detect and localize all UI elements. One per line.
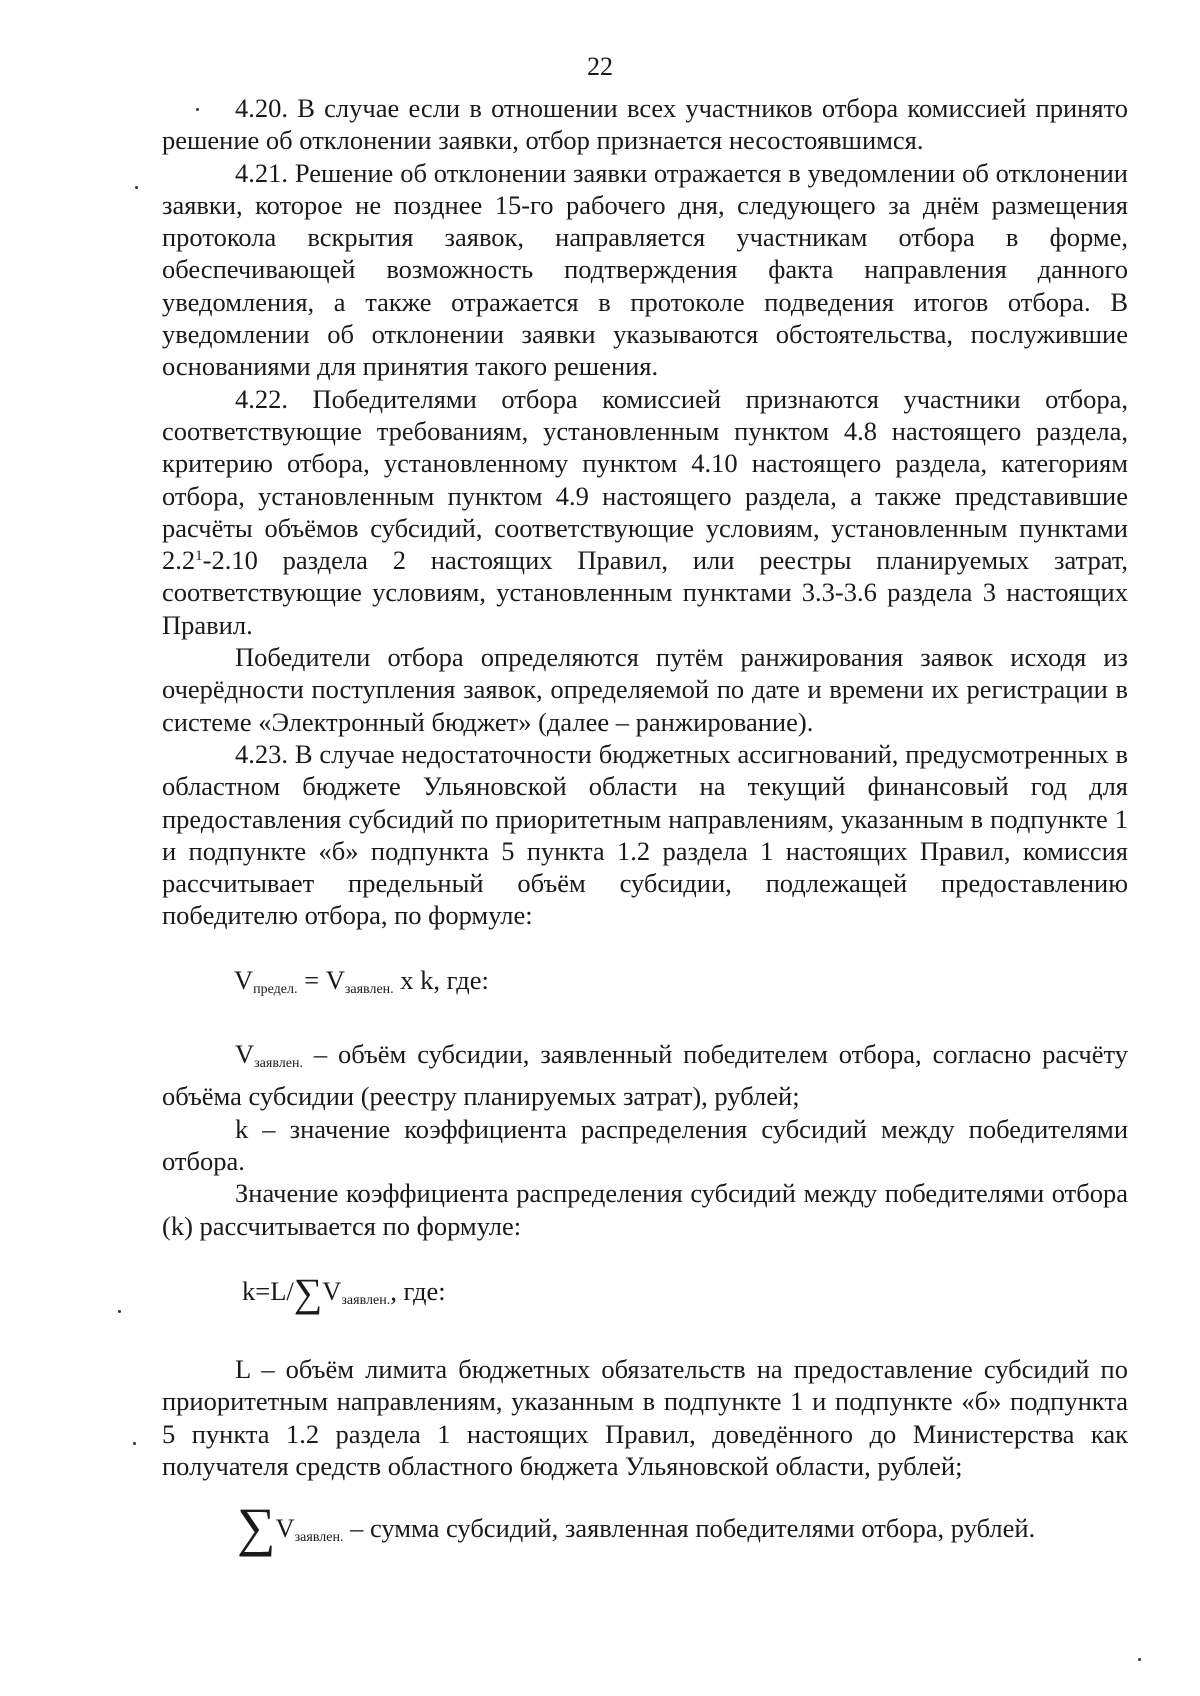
scan-speck [1138,1658,1141,1661]
superscript: 1 [195,548,203,565]
paragraph-4-23: 4.23. В случае недостаточности бюджетных ассигнований, предусмотренных в областном бюджете Ульяновской области на текущий финансовый год для предоставления субсидий по приоритетным направлениям, указанным в подпункте 1 и подпункте «б» подпункта 5 пункта 1.2 раздела 1 настоящих Правил, комиссия рассчитывает предельный объём субсидии, подлежащей предоставлению победителю отбора, по формуле: [162,738,1128,931]
sigma-icon: ∑ [293,1269,323,1315]
paragraph-sum [162,1497,1128,1558]
paragraph-4-20: 4.20. В случае если в отношении всех участников отбора комиссией принято решение об отклонении заявки, отбор признается несостоявшимся. [162,93,1128,156]
scan-speck [196,108,199,111]
formula-eq: = V [297,964,345,995]
paragraph-4-21: 4.21. Решение об отклонении заявки отражается в уведомлении об отклонении заявки, которое не позднее 15-го рабочего дня, следующего за днём размещения протокола вскрытия заявок, направляется участникам отбора в форме, обеспечивающей возможность подтверждения факта направления данного уведомления, а также отражается в протоколе подведения итогов отбора. В уведомлении об отклонении заявки указываются обстоятельства, послужившие основаниями для принятия такого решения. [162,157,1128,382]
paragraph-4-22 [162,383,1128,641]
scan-speck [118,1310,121,1313]
paragraph-4-22-part-b: -2.10 раздела 2 настоящих Правил, или реестры планируемых затрат, соответствующие условиям, установленным пунктами 3.3-3.6 раздела 3 настоящих Правил. [162,545,1128,640]
page-number: 22 [587,52,613,81]
paragraph-winners: Победители отбора определяются путём ранжирования заявок исходя из очерёдности поступления заявок, определяемой по дате и времени их регистрации в системе «Электронный бюджет» (далее – ранжирование). [162,642,1128,737]
formula-k-sub: заявлен. [341,1292,391,1308]
scan-speck [135,186,138,189]
formula-sub-limit: предел. [253,981,298,997]
scan-speck [133,1442,136,1445]
sum-sigma-icon: ∑ [237,1497,276,1558]
sum-text: – сумма субсидий, заявленная победителями отбора, рублей. [350,1513,1036,1544]
v-letter: V [235,1039,255,1070]
v-subscript: заявлен. [254,1056,303,1072]
paragraph-4-22-part-a: 4.22. Победителями отбора комиссией признаются участники отбора, соответствующие требованиям, установленным пунктом 4.8 настоящего раздела, критерию отбора, установленному пунктом 4.10 настоящего раздела, категориям отбора, установленным пунктом 4.9 настоящего раздела, а также представившие расчёты объёмов субсидий, соответствующие условиям, установленным пунктами 2.2 [162,383,1128,576]
formula-k-rest: , где: [390,1275,446,1306]
v-declared-text: – объём субсидии, заявленный победителем отбора, согласно расчёту объёма субсидии (реестру планируемых затрат), рублей; [162,1039,1128,1112]
formula-k-left: k=L/ [242,1275,294,1306]
formula-sub-declared: заявлен. [344,981,394,997]
paragraph-k: k – значение коэффициента распределения субсидий между победителями отбора. [162,1113,1128,1176]
sum-subscript: заявлен. [294,1530,344,1546]
formula-v: V [234,964,254,995]
formula-limit [162,964,1128,1006]
formula-k-v: V [322,1275,342,1306]
document-body [162,92,1128,1558]
sum-v: V [275,1513,295,1544]
paragraph-v-declared [162,1038,1128,1113]
formula-k [162,1269,1128,1317]
formula-rest: x k, где: [393,964,489,995]
paragraph-L: L – объём лимита бюджетных обязательств на предоставление субсидий по приоритетным направлениям, указанным в подпункте 1 и подпункте «б» подпункта 5 пункта 1.2 раздела 1 настоящих Правил, доведённого до Министерства как получателя средств областного бюджета Ульяновской области, рублей; [162,1354,1128,1481]
paragraph-k-value: Значение коэффициента распределения субсидий между победителями отбора (k) рассчитывается по формуле: [162,1178,1128,1241]
